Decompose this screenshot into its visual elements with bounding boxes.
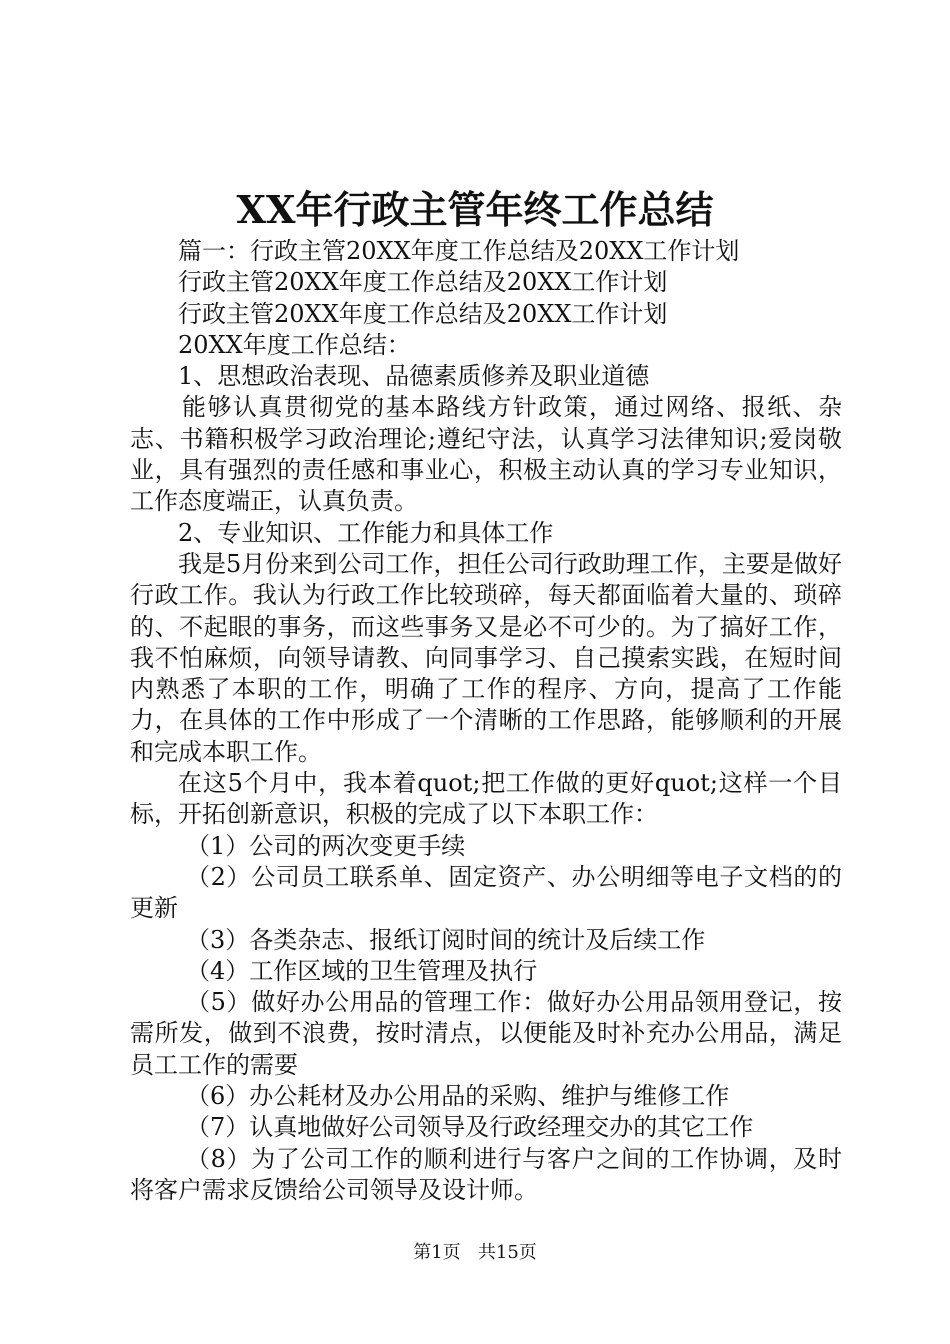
list-item: （8）为了公司工作的顺利进行与客户之间的工作协调，及时将客户需求反馈给公司领导及设计师。 — [130, 1144, 842, 1204]
section-heading: 2、专业知识、工作能力和具体工作 — [178, 518, 554, 547]
document-body — [130, 236, 842, 1206]
paragraph: 20XX年度工作总结： — [178, 330, 411, 359]
paragraph: 能够认真贯彻党的基本路线方针政策，通过网络、报纸、杂志、书籍积极学习政治理论;遵纪守法，认真学习法律知识;爱岗敬业，具有强烈的责任感和事业心，积极主动认真的学习专业知识，工作态度端正，认真负责。 — [130, 393, 842, 516]
list-item: （7）认真地做好公司领导及行政经理交办的其它工作 — [186, 1113, 754, 1142]
paragraph: 行政主管20XX年度工作总结及20XX工作计划 — [178, 268, 668, 297]
page-separator — [466, 1242, 472, 1263]
page-number: 第1页 — [413, 1242, 461, 1263]
paragraph: 在这5个月中，我本着quot;把工作做的更好quot;这样一个目标，开拓创新意识，积极的完成了以下本职工作： — [130, 769, 842, 829]
list-item: （2）公司员工联系单、固定资产、办公明细等电子文档的的更新 — [130, 862, 842, 923]
list-item: （3）各类杂志、报纸订阅时间的统计及后续工作 — [186, 925, 706, 954]
page-total: 共15页 — [477, 1242, 537, 1263]
list-item: （6）办公耗材及办公用品的采购、维护与维修工作 — [186, 1082, 730, 1111]
section-heading: 1、思想政治表现、品德素质修养及职业道德 — [178, 362, 650, 391]
paragraph: 行政主管20XX年度工作总结及20XX工作计划 — [178, 299, 668, 328]
list-item: （4）工作区域的卫生管理及执行 — [186, 956, 538, 985]
paragraph: 篇一：行政主管20XX年度工作总结及20XX工作计划 — [178, 237, 740, 265]
page-footer — [0, 1240, 950, 1266]
document-title: XX年行政主管年终工作总结 — [236, 187, 714, 232]
list-item: （5）做好办公用品的管理工作：做好办公用品领用登记，按需所发，做到不浪费，按时清点，以便能及时补充办公用品，满足员工工作的需要 — [130, 988, 842, 1079]
list-item: （1）公司的两次变更手续 — [186, 831, 466, 860]
paragraph: 我是5月份来到公司工作，担任公司行政助理工作，主要是做好行政工作。我认为行政工作比较琐碎，每天都面临着大量的、琐碎的、不起眼的事务，而这些事务又是必不可少的。为了搞好工作，我不怕麻烦，向领导请教、向同事学习、自己摸索实践，在短时间内熟悉了本职的工作，明确了工作的程序、方向，提高了工作能力，在具体的工作中形成了一个清晰的工作思路，能够顺利的开展和完成本职工作。 — [130, 549, 842, 766]
